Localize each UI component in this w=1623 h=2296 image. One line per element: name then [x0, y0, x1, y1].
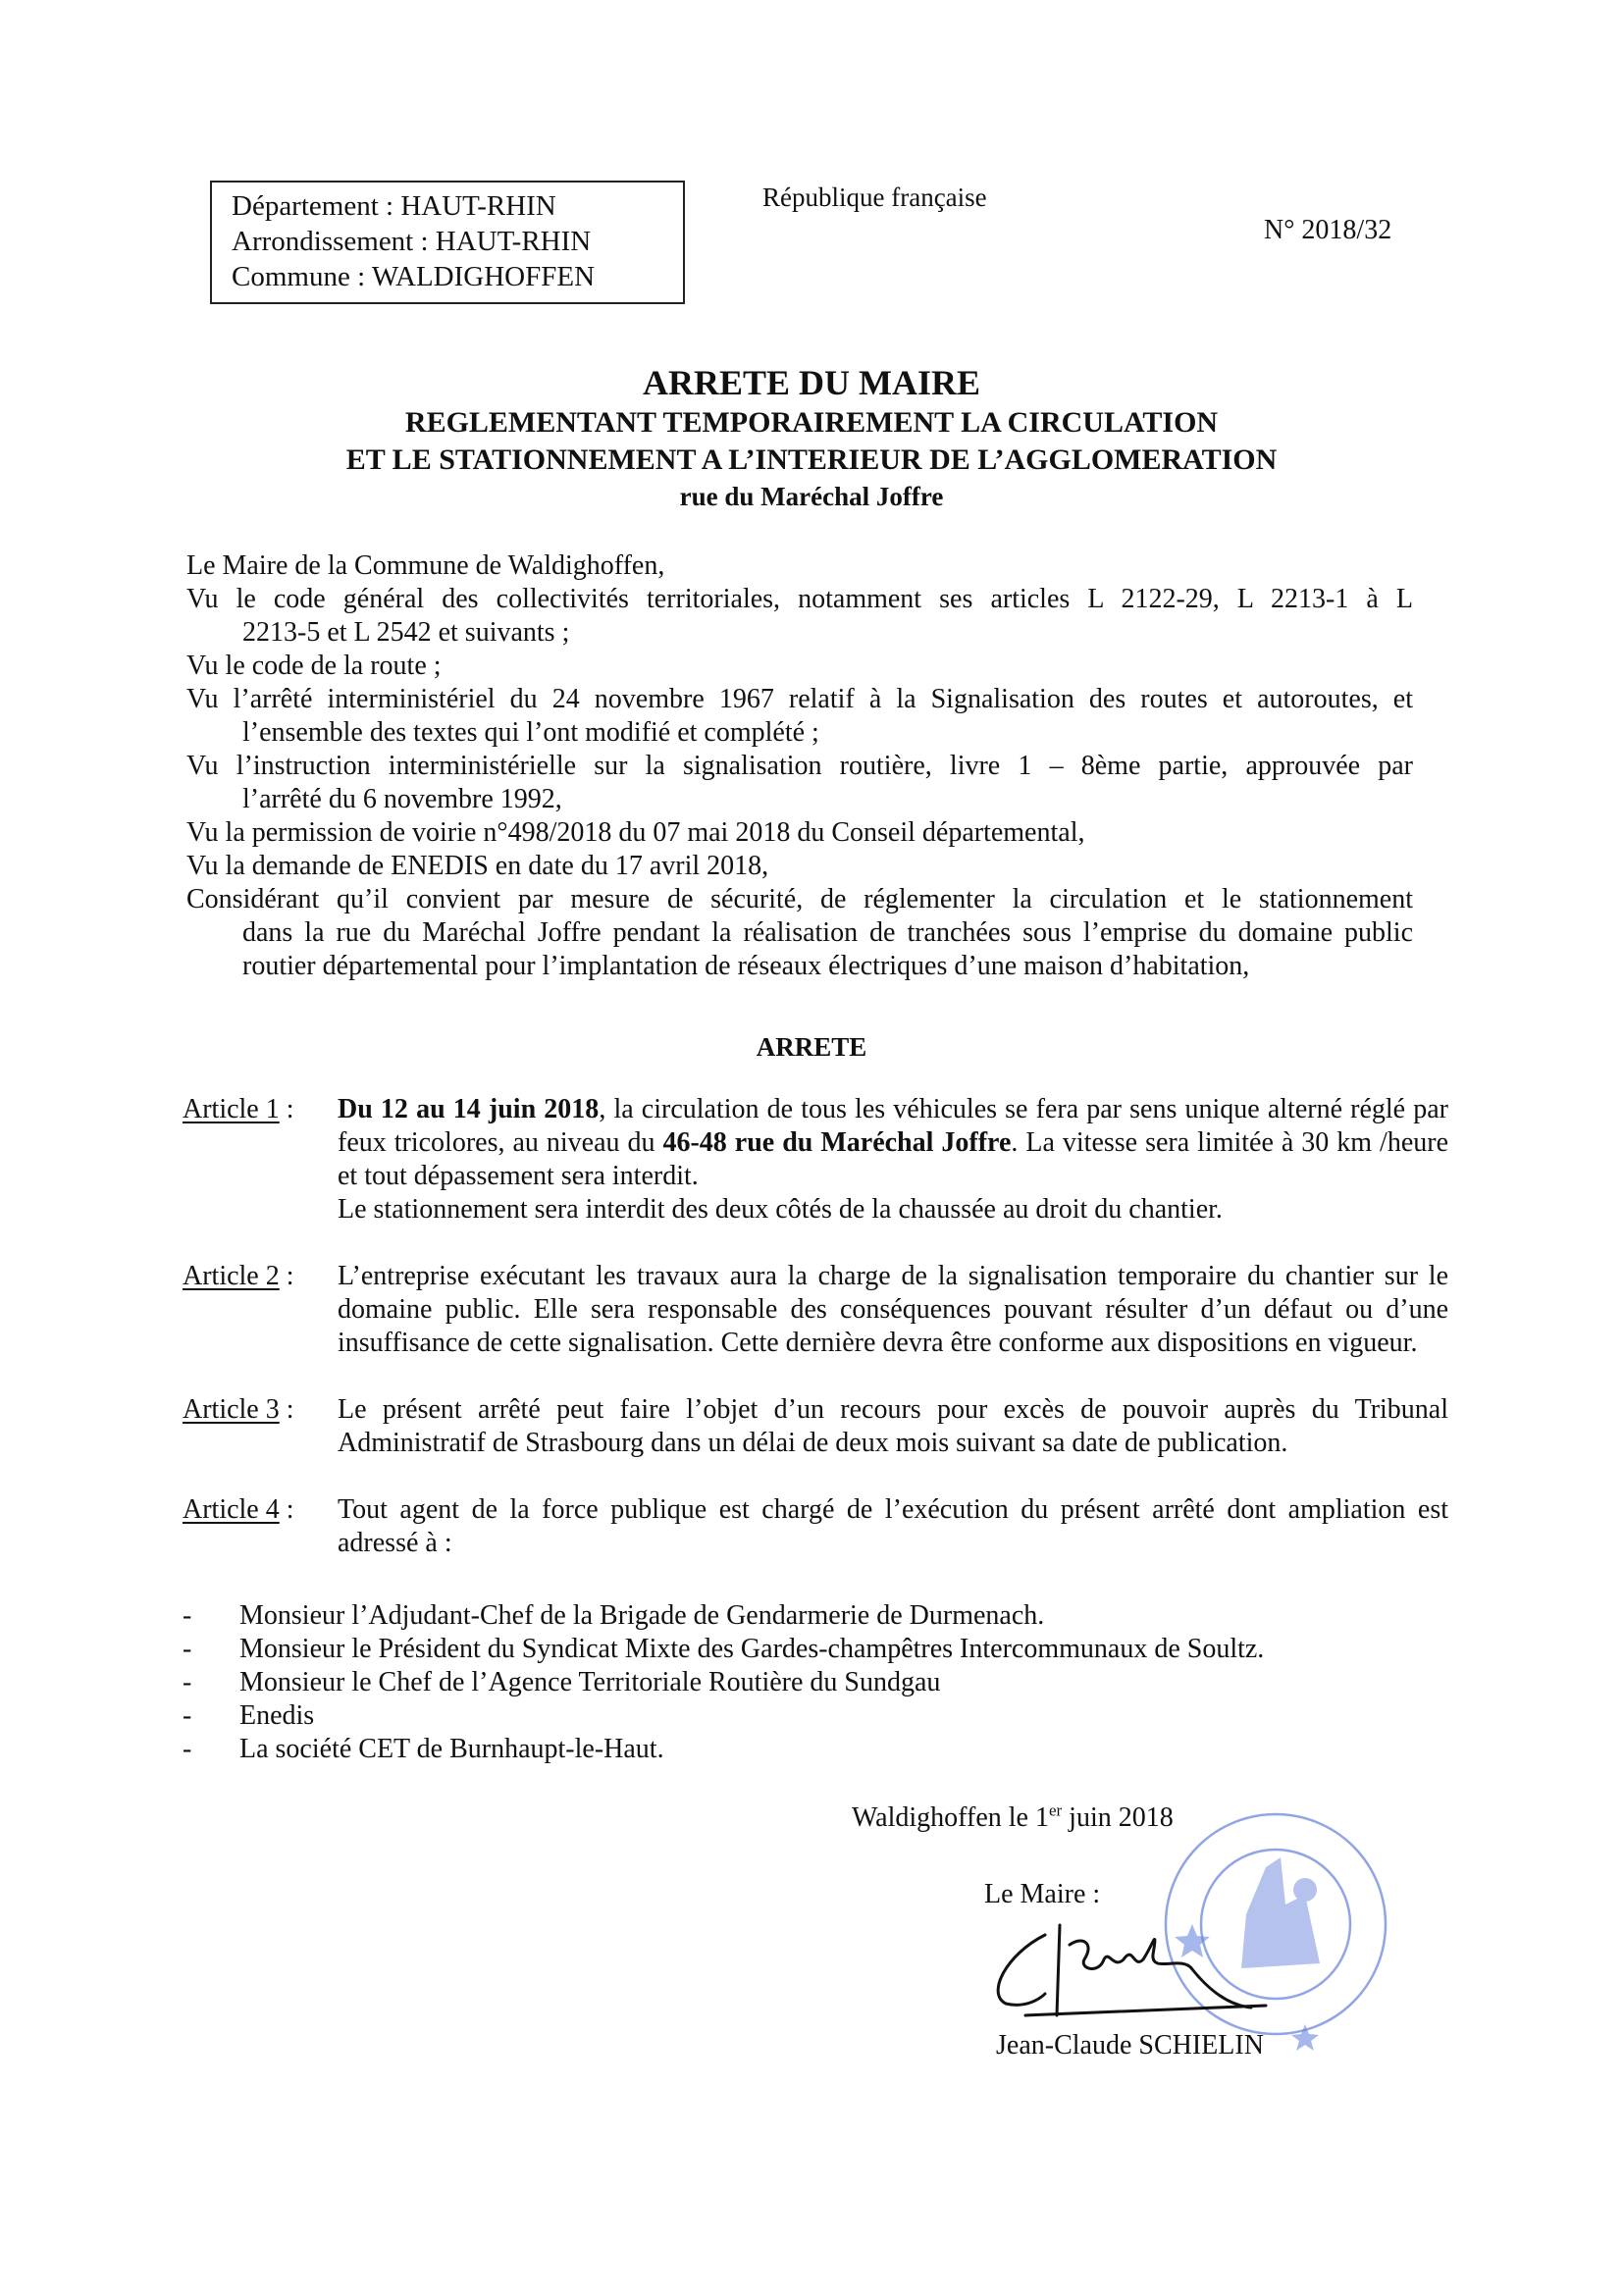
commune-line: Commune : WALDIGHOFFEN: [232, 261, 596, 292]
list-dash: -: [183, 1700, 192, 1731]
article-separator: :: [279, 1094, 294, 1124]
article-text: , la circulation de tous les véhicules se fera par sens unique alterné réglé par feux tricolores, au niveau du: [338, 1094, 1448, 1158]
signature-date-text: juin 2018: [1062, 1802, 1174, 1833]
article-separator: :: [279, 1261, 294, 1291]
recipient-text: La société CET de Burnhaupt-le-Haut.: [239, 1734, 664, 1764]
document-title: ARRETE DU MAIRE: [642, 363, 981, 402]
recipient-item: [183, 1633, 1623, 1666]
article-2: [183, 1260, 1448, 1360]
document-street: rue du Maréchal Joffre: [679, 482, 944, 511]
recipient-item: [183, 1733, 1623, 1766]
signatory-name: Jean-Claude SCHIELIN: [996, 2030, 1264, 2061]
preamble-text: Vu la permission de voirie n°498/2018 du 07 mai 2018 du Conseil départemental,: [186, 817, 1085, 848]
recipient-item: [183, 1666, 1623, 1699]
article-body: Le présent arrêté peut faire l’objet d’un recours pour excès de pouvoir auprès du Tribunal Administratif de Strasbourg dans un délai de deux mois suivant sa date de publication.: [338, 1394, 1448, 1458]
preamble-text: Vu le code général des collectivités territoriales, notamment ses articles L 2122-29, L 2213-1 à L: [186, 584, 1413, 614]
preamble-continuation: l’ensemble des textes qui l’ont modifié et complété ;: [242, 717, 819, 748]
article-text: Le stationnement sera interdit des deux côtés de la chaussée au droit du chantier.: [338, 1194, 1223, 1225]
article-address: 46-48 rue du Maréchal Joffre: [662, 1127, 1012, 1158]
preamble-text: Considérant qu’il convient par mesure de sécurité, de réglementer la circulation et le stationnement: [186, 884, 1413, 914]
preamble-item: [186, 816, 1413, 850]
preamble-text: Vu la demande de ENEDIS en date du 17 avril 2018,: [186, 851, 769, 881]
article-dates: Du 12 au 14 juin 2018: [338, 1094, 600, 1124]
recipient-item: [183, 1699, 1623, 1733]
preamble-continuation: l’arrêté du 6 novembre 1992,: [242, 784, 562, 814]
signature-date: [852, 1801, 1174, 1835]
article-text: . La vitesse sera limitée à 30 km /heure et tout dépassement sera interdit.: [338, 1127, 1448, 1191]
preamble-item: [186, 683, 1413, 716]
administrative-header-box: [210, 181, 685, 304]
handwritten-signature-icon: [986, 1917, 1281, 2023]
article-label: [183, 1493, 338, 1560]
list-dash: -: [183, 1634, 192, 1664]
article-4: [183, 1493, 1448, 1560]
preamble-text: Le Maire de la Commune de Waldighoffen,: [186, 550, 665, 581]
preamble-item: [186, 883, 1413, 916]
list-dash: -: [183, 1600, 192, 1631]
article-number: Article 2: [183, 1261, 280, 1291]
signatory-role: Le Maire :: [984, 1879, 1101, 1909]
arrete-number: N° 2018/32: [1264, 215, 1392, 245]
recipient-text: Monsieur le Chef de l’Agence Territoriale Routière du Sundgau: [239, 1667, 941, 1697]
list-dash: -: [183, 1667, 192, 1697]
article-body: [338, 1093, 1448, 1226]
preamble-item: [186, 750, 1413, 783]
article-number: Article 3: [183, 1394, 280, 1425]
arrondissement-line: Arrondissement : HAUT-RHIN: [232, 226, 592, 257]
recipient-list: [183, 1599, 1623, 1766]
article-body: L’entreprise exécutant les travaux aura la charge de la signalisation temporaire du chantier sur le domaine public. Elle sera responsable des conséquences pouvant résulter d’un défaut ou d’une insuffisance de cette signalisation. Cette dernière devra être conforme aux dispositions en vigueur.: [338, 1261, 1448, 1358]
signature-place: Waldighoffen le 1: [852, 1802, 1049, 1833]
document-subtitle-line-1: REGLEMENTANT TEMPORAIREMENT LA CIRCULATION: [404, 406, 1219, 439]
preamble-item: [186, 583, 1413, 616]
article-number: Article 1: [183, 1094, 280, 1124]
article-3: [183, 1393, 1448, 1460]
header-row: [0, 181, 1623, 328]
article-separator: :: [279, 1394, 294, 1425]
signature-area: [0, 1801, 1623, 2096]
republique-label: République française: [762, 183, 987, 212]
recipient-text: Monsieur l’Adjudant-Chef de la Brigade de Gendarmerie de Durmenach.: [239, 1600, 1045, 1631]
document-subtitle-line-2: ET LE STATIONNEMENT A L’INTERIEUR DE L’AGGLOMERATION: [345, 444, 1278, 476]
article-1: [183, 1093, 1448, 1226]
preamble-continuation: 2213-5 et L 2542 et suivants ;: [242, 617, 570, 648]
article-number: Article 4: [183, 1494, 280, 1525]
arrete-heading: ARRETE: [756, 1032, 867, 1062]
ordinal-suffix: er: [1048, 1800, 1063, 1820]
article-label: [183, 1260, 338, 1360]
article-label: [183, 1393, 338, 1460]
article-separator: :: [279, 1494, 294, 1525]
preamble: [186, 549, 1413, 983]
preamble-text: Vu l’arrêté interministériel du 24 novembre 1967 relatif à la Signalisation des routes et autoroutes, et: [186, 684, 1413, 714]
recipient-text: Monsieur le Président du Syndicat Mixte des Gardes-champêtres Intercommunaux de Soultz.: [239, 1634, 1265, 1664]
recipient-text: Enedis: [239, 1700, 315, 1731]
recipient-item: [183, 1599, 1623, 1633]
preamble-item: [186, 549, 1413, 583]
title-block: [0, 361, 1623, 514]
article-paragraph: [338, 1093, 1448, 1193]
preamble-item: [186, 650, 1413, 683]
preamble-item: [186, 850, 1413, 883]
article-body: Tout agent de la force publique est chargé de l’exécution du présent arrêté dont ampliation est adressé à :: [338, 1494, 1448, 1558]
list-dash: -: [183, 1734, 192, 1764]
preamble-text: Vu l’instruction interministérielle sur la signalisation routière, livre 1 – 8ème partie, approuvée par: [186, 751, 1413, 781]
preamble-continuation: dans la rue du Maréchal Joffre pendant la réalisation de tranchées sous l’emprise du domaine public routier départemental pour l’implantation de réseaux électriques d’une maison d’habitation,: [242, 917, 1413, 981]
departement-line: Département : HAUT-RHIN: [232, 190, 556, 222]
preamble-text: Vu le code de la route ;: [186, 651, 442, 681]
article-label: [183, 1093, 338, 1226]
